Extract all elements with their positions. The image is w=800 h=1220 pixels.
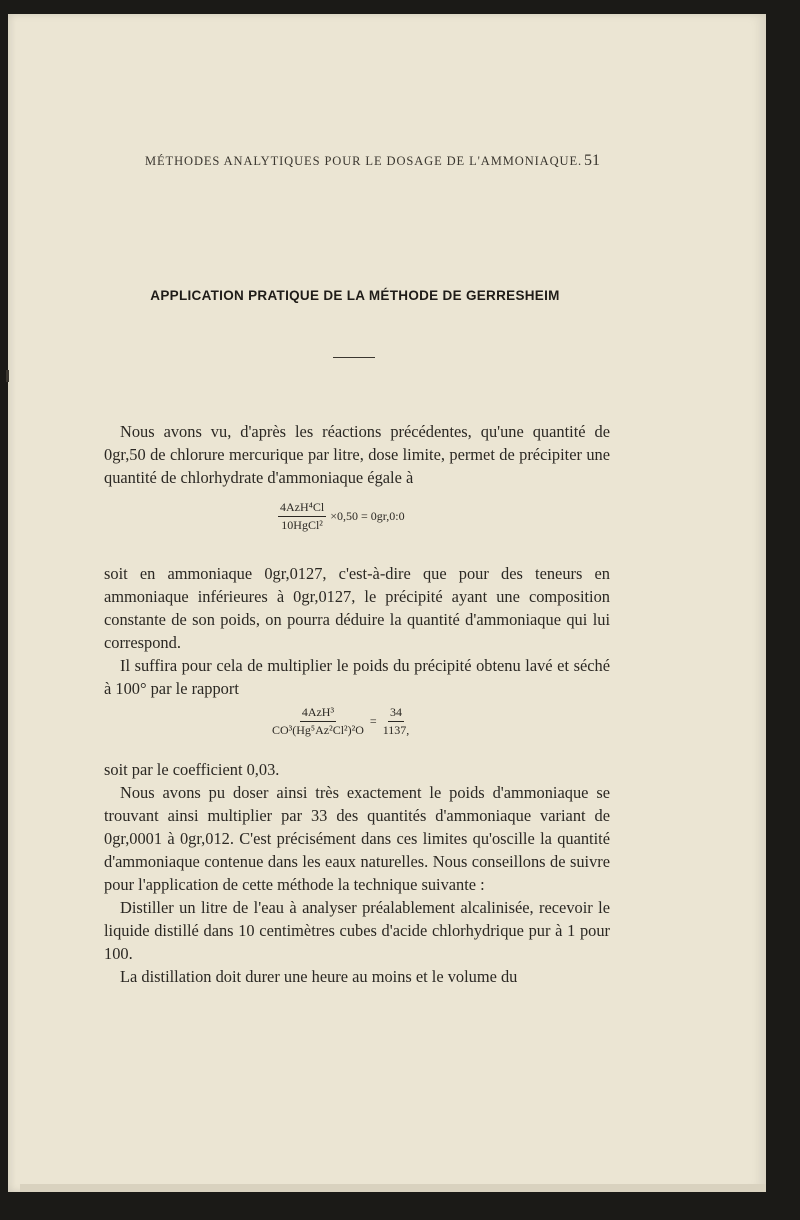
margin-mark (6, 370, 9, 382)
equation-2-ratio (381, 705, 412, 738)
page-number: 51 (584, 152, 600, 169)
text-block-3 (104, 758, 610, 988)
equation-1 (278, 500, 405, 533)
equation-2-fraction (270, 705, 366, 738)
paragraph: Nous avons pu doser ainsi très exactement le poids d'ammoniaque se trouvant ainsi multiplier par 33 des quantités d'ammoniaque variant de 0gr,0001 à 0gr,012. C'est précisément dans ces limites qu'oscille la quantité d'ammoniaque contenue dans les eaux naturelles. Nous conseillons de suivre pour l'application de cette méthode la technique suivante : (104, 783, 610, 894)
equation-2-ratio-denominator: 1137, (382, 723, 410, 737)
paragraph: Il suffira pour cela de multiplier le poids du précipité obtenu lavé et séché à 100° par le rapport (104, 656, 610, 698)
paragraph: Nous avons vu, d'après les réactions précédentes, qu'une quantité de 0gr,50 de chlorure mercurique par litre, dose limite, permet de précipiter une quantité de chlorhydrate d'ammoniaque égale à (104, 422, 610, 487)
equation-1-numerator: 4AzH⁴Cl (278, 500, 326, 517)
equation-1-fraction (278, 500, 326, 533)
running-header (145, 152, 600, 170)
equation-1-denominator: 10HgCl² (281, 518, 323, 532)
running-title: MÉTHODES ANALYTIQUES POUR LE DOSAGE DE L'AMMONIAQUE. (145, 154, 583, 168)
title-rule (333, 357, 375, 358)
paragraph: La distillation doit durer une heure au moins et le volume du (120, 967, 518, 986)
paragraph: soit par le coefficient 0,03. (104, 760, 280, 779)
paragraph: Distiller un litre de l'eau à analyser préalablement alcalinisée, recevoir le liquide distillé dans 10 centimètres cubes d'acide chlorhydrique pur à 1 pour 100. (104, 898, 610, 963)
text-block-2 (104, 562, 610, 700)
equation-2-denominator: CO³(Hg⁵Az²Cl²)²O (272, 723, 364, 737)
page-edge (20, 1184, 766, 1192)
equation-2-ratio-numerator: 34 (388, 705, 404, 722)
paragraph: soit en ammoniaque 0gr,0127, c'est-à-dire que pour des teneurs en ammoniaque inférieures à 0gr,0127, le précipité ayant une composition constante de son poids, on pourra déduire la quantité d'ammoniaque qui lui correspond. (104, 564, 610, 652)
equation-2 (270, 705, 411, 738)
equation-2-numerator: 4AzH³ (300, 705, 336, 722)
section-title: APPLICATION PRATIQUE DE LA MÉTHODE DE GERRESHEIM (150, 288, 560, 303)
equation-2-equals: = (369, 714, 377, 728)
equation-1-rest: ×0,50 = 0gr,0:0 (330, 509, 405, 523)
text-block-1 (104, 420, 610, 489)
